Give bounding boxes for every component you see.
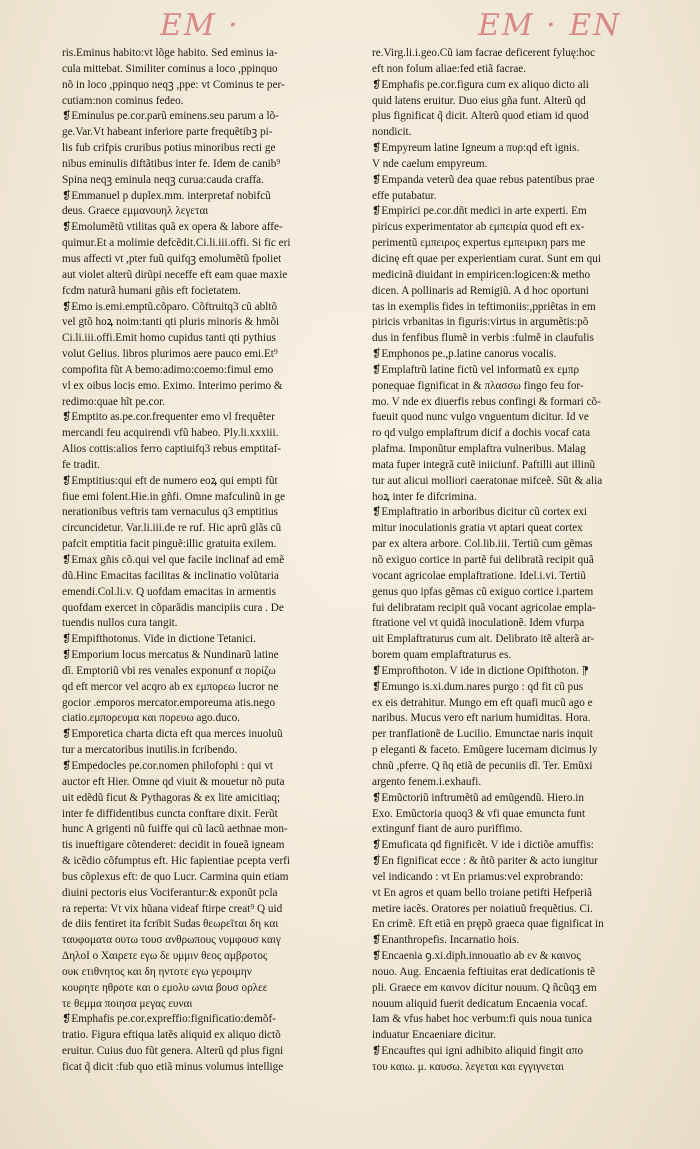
- text-line: ❡Emungo is.xi.dum.nares purgo : qd fit cũ pus: [372, 680, 584, 693]
- text-line: ❡Emo is.emi.emptũ.cõparo. Cõftruitq3 cũ abltõ: [62, 300, 278, 313]
- text-line: Iam & vfus habet hoc verbum:fi quis noua tunica: [372, 1013, 592, 1026]
- text-line: dicen. A pollinaris ad Remigiũ. A d hoc oportuni: [372, 284, 589, 297]
- text-line: ❡Empedocles pe.cor.nomen philofophi : qui vt: [62, 759, 274, 772]
- text-line: deus. Graece εμμανουηλ λεγεται: [62, 205, 209, 218]
- text-line: ❡Emax gñis cõ.qui vel que facile inclinaf ad emẽ: [62, 554, 285, 566]
- text-line: fueuit quod nunc vulgo vnguentum dicitur. Id ve: [372, 411, 589, 424]
- text-line: tas in exemplis fides in teftimoniis:,ppriẽtas in em: [372, 300, 596, 313]
- text-line: ge.Var.Vt habeant inferiore parte frequẽtibꝫ pi-: [62, 126, 273, 139]
- text-line: redimo:quae hĩt pe.cor.: [62, 395, 166, 408]
- text-line: fiue emi folent.Hie.in gñfi. Omne mafculinũ in ge: [62, 490, 286, 503]
- left-column: [62, 46, 362, 1076]
- text-line: ❡Emolumẽtũ vtilitas quã ex opera & labore affe-: [62, 221, 283, 234]
- text-line: metire iacẽs. Oratores per noiatiuũ frequẽtius. Ci.: [372, 902, 593, 915]
- text-line: quofdam exercet in cõparãdis mancipiis cura . De: [62, 601, 284, 614]
- text-line: eft non folum aliae:fed etiã facrae.: [372, 62, 527, 75]
- text-line: ❡Empyreum latine Igneum a πυρ:qd eft ignis.: [372, 142, 580, 155]
- text-line: ❡Emphonos pe.,p.latine canorus vocalis.: [372, 348, 557, 361]
- text-line: effe putabatur.: [372, 189, 437, 202]
- text-line: nõ exiguo cortice in partẽ fui delibratã recipit quã: [372, 554, 594, 566]
- text-line: ftratione vel vt quidã inoculationẽ. Idem vfurpa: [372, 617, 585, 630]
- text-line: & icẽdio cõfumptus eft. Hic fapientiae pcepta verfi: [62, 855, 291, 868]
- text-line: ❡Emptitius:qui eft de numero eoꝝ qui empti fũt: [62, 474, 278, 487]
- text-line: auctor eft Hier. Omne qd viuit & mouetur nõ puta: [62, 775, 285, 788]
- text-line: mata fuper integrã cutẽ iniiciunf. Paftilli aut illinũ: [372, 458, 596, 471]
- text-line: per tranflationẽ de Lucilio. Emunctae naris inquit: [372, 728, 593, 741]
- text-line: ❡Emporetica charta dicta eft qua merces inuoluũ: [62, 728, 283, 741]
- text-line: genus quo ipfas gẽmas cũ exiguo cortice i.partem: [372, 585, 594, 598]
- text-line: piricis vrbanitas in figuris:virtus in argumẽtis:põ: [372, 316, 589, 329]
- text-line: de diis fentiret ita fcribit Sudas θεωρεῖται δη και: [62, 918, 279, 931]
- text-line: medicinã diuidant in empiricen:logicen:& metho: [372, 268, 591, 281]
- text-line: Alios cottis:alios ferro captiuifq3 rebus emptitaf-: [62, 443, 282, 456]
- text-line: nouo. Aug. Encaenia feftiuitas erat dedicationis tẽ: [372, 965, 596, 978]
- text-line: induatur Encaeniare dicitur.: [372, 1029, 496, 1042]
- text-line: του καιω. μ. καυσω. λεγεται και εγγιγνεται: [372, 1061, 564, 1073]
- text-line: ex eis detrahitur. Mungo em eft quafi mucũ ago e: [372, 696, 593, 709]
- text-line: borem quam emplaftraturus es.: [372, 649, 512, 662]
- text-line: mus affecti vt ,pter fuũ quifqꝫ emolumẽtũ fpoliet: [62, 252, 282, 265]
- margin-note-left: EM ·: [160, 8, 240, 43]
- text-line: re.Virg.li.i.geo.Cũ iam facrae deficerent fyluę:hoc: [372, 47, 596, 59]
- text-line: qd eft mercor vel acqro ab ex εμπορεω lucror ne: [62, 680, 279, 693]
- text-line: ❡Empifthotonus. Vide in dictione Tetanici.: [62, 633, 256, 646]
- text-line: extingunf fiant de auro puriffimo.: [372, 823, 523, 836]
- text-line: inter fe diffidentibus cuncta conftare dixit. Ferũt: [62, 807, 278, 820]
- text-line: ponequae fignificat in & πλασσω fingo feu for-: [372, 379, 584, 392]
- text-line: gocior .emporos mercator.emporeuma atis.nego: [62, 696, 276, 709]
- text-line: mo. V nde ex diuerfis rebus confingi & formari cõ-: [372, 395, 601, 408]
- text-line: lis fub crifpis cruribus potius minoribus recti ge: [62, 142, 276, 155]
- text-line: Ci.li.iii.offi.Emit homo cupidus tanti qti pythius: [62, 332, 276, 345]
- text-line: hunc A grigenti nũ fuiffe qui cũ lacũ aethnae mon-: [62, 823, 288, 836]
- margin-note-right: EM · EN: [478, 8, 622, 43]
- text-line: ❡Enanthropefis. Incarnatio hois.: [372, 934, 520, 947]
- text-line: cutiam:non cominus fedeo.: [62, 94, 184, 107]
- text-line: chnũ ,pferre. Q ñq etiã de pecuniis dĩ. Ter. Emũxi: [372, 759, 593, 772]
- text-line: diuini pectoris eius Vociferantur:& exponũt pcla: [62, 886, 278, 899]
- text-line: dĩ. Emptoriũ vbi res venales exponunf α πορίζω: [62, 664, 276, 677]
- text-line: nerationibus veftris tam vernaculus q3 emptitius: [62, 506, 278, 519]
- text-line: volut Gelius. libros plurimos aere pauco emi.Et⁹: [62, 348, 278, 361]
- text-line: uit Emplaftraturus cum ait. Delibrato itẽ alterã ar-: [372, 633, 595, 646]
- text-line: Exo. Emũctoria quoq3 & vfi quae emuncta funt: [372, 807, 586, 820]
- text-line: perimentũ εμπειρος expertus εμπειρικη pars me: [372, 237, 586, 250]
- text-line: tis inueftigare cõtenderet: decidit in foueã igneam: [62, 839, 285, 852]
- text-line: ταυφοματα ουτω τουσ ανθρωπους νυμφουσ καιγ: [62, 934, 281, 947]
- text-line: dũ.Hinc Emacitas facilitas & inclinatio volũtaria: [62, 569, 279, 582]
- text-line: ❡Emphafis pe.cor.expreffio:fignificatio:demõf-: [62, 1013, 276, 1026]
- text-line: nõ in loco ,ppinquo neqꝫ ,ppe: vt Cominus te per-: [62, 78, 285, 91]
- text-line: fui delibratam recipit quã vocant agricolae empla-: [372, 601, 596, 614]
- text-line: ❡Emprofthoton. V ide in dictione Opifthoton. ⁋: [372, 664, 589, 677]
- text-line: vl ex oibus locis emo. Eximo. Interimo perimo &: [62, 379, 283, 392]
- right-column: [372, 46, 672, 1076]
- text-line: mitur inoculationis gratia vt aptari queat cortex: [372, 522, 583, 535]
- text-line: ❡Emphafis pe.cor.figura cum ex aliquo dicto ali: [372, 78, 589, 91]
- text-line: aut violet alterũ dirũpi neceffe eft eam quae maxie: [62, 268, 288, 281]
- text-line: par ex altera arbore. Col.lib.iii. Tertiũ cum gẽmas: [372, 538, 593, 551]
- text-line: mercandi feu acquirendi vfũ habeo. Ply.li.xxxiii.: [62, 427, 279, 440]
- text-line: ❡Emplaftratio in arboribus dicitur cũ cortex exi: [372, 506, 588, 519]
- text-line: piricus experimentator ab εμπειρία quod eft ex-: [372, 221, 585, 234]
- text-line: argento fenem.i.exhaufi.: [372, 775, 482, 788]
- text-line: nibus eminulis diftãtibus inter fe. Idem de canib⁹: [62, 157, 281, 170]
- text-line: ❡Encauftes qui igni adhibito aliquid fingit απο: [372, 1045, 584, 1058]
- text-line: τε θεμμα ποιησα μεγας ευναι: [62, 997, 193, 1010]
- text-line: ❡Empanda veterũ dea quae rebus patentibus prae: [372, 173, 595, 186]
- text-line: dus in fenfibus flumẽ in verbis :fulmẽ in claufulis: [372, 332, 594, 345]
- text-line: ❡Emũctoriũ inftrumẽtũ ad emũgendũ. Hiero.in: [372, 791, 584, 804]
- text-line: ❡Eminulus pe.cor.parũ eminens.seu parum a lõ-: [62, 110, 279, 123]
- text-line: dicinę eft quae per experientiam curat. Sunt em qui: [372, 252, 601, 265]
- text-line: ro qd vulgo emplaftrum dicif a dochis vocaf cata: [372, 427, 591, 440]
- text-line: cula mittebat. Similiter cominus a loco ,ppinquo: [62, 62, 278, 75]
- text-line: circuncidetur. Var.li.iii.de re ruf. Hic aprũ glãs cũ: [62, 522, 282, 535]
- text-line: nouum aliquid fuerit dedicatum Encaenia vocaf.: [372, 997, 588, 1010]
- text-line: ficat q̃ dicit :fub quo etiã minus volumus intellige: [62, 1061, 284, 1073]
- text-line: κουρητε ηθροτε και ο εμολυ ωνια βουσ ορλεε: [62, 981, 268, 994]
- text-line: ris.Eminus habito:vt lõge habito. Sed eminus ia-: [62, 47, 278, 59]
- text-line: pafcit emptitia facit pinguẽ:illic gratuita exilem.: [62, 538, 277, 551]
- text-line: ❡Emmanuel p duplex.mm. interpretaf nobifcũ: [62, 189, 271, 202]
- text-line: tratio. Figura eftiqua latẽs aliquid ex aliquo dictõ: [62, 1029, 281, 1042]
- text-line: ΔηλοΙ ο Χαιρετε εγω δε υμμιν θεος αμβροτος: [62, 950, 268, 963]
- text-line: tur aut alicui molliori caeratonae mifceẽ. Sũt & alia: [372, 474, 603, 487]
- text-line: ❡Emplaftrũ latine fictũ vel informatũ ex εμπρ: [372, 363, 580, 376]
- text-line: Spina neqꝫ eminula neqꝫ curua:cauda craffa.: [62, 173, 264, 186]
- text-line: ❡Emuficata qd fignificẽt. V ide i dictiõe amuffis:: [372, 839, 594, 852]
- text-line: pli. Graece em καινον dicitur nouum. Q ñcũqꝫ em: [372, 981, 597, 994]
- text-line: naribus. Mucus vero eft narium humiditas. Hora.: [372, 712, 591, 725]
- text-line: En crimẽ. Eft etiã en prępõ graeca quae fignificat in: [372, 918, 604, 931]
- text-line: ra reperta: Vt vix hũana videaf ftirpe creat⁹ Q uid: [62, 902, 283, 915]
- text-line: vel indicando : vt En priamus:vel exprobrando:: [372, 870, 584, 883]
- text-line: ❡Empirici pe.cor.dñt medici in arte experti. Em: [372, 205, 587, 218]
- text-line: V nde caelum empyreum.: [372, 157, 488, 170]
- text-line: hoꝝ inter fe difcrimina.: [372, 490, 477, 503]
- text-line: bus cõplexus eft: de quo Lucr. Carmina quin etiam: [62, 870, 289, 883]
- text-line: ciatio.εμπορευμα και πορευω ago.duco.: [62, 712, 240, 725]
- text-line: tuendis nullos cura tangit.: [62, 617, 178, 630]
- text-line: vel gtõ hoꝝ noim:tanti qti pluris minoris & hmõi: [62, 316, 280, 329]
- text-line: nondicit.: [372, 126, 412, 139]
- text-line: eruitur. Cuius duo fũt genera. Alterũ qd plus figni: [62, 1045, 284, 1058]
- text-line: compofita fũt A bemo:adimo:coemo:fimul emo: [62, 363, 274, 376]
- text-line: ❡Emporium locus mercatus & Nundinarũ latine: [62, 649, 279, 662]
- text-line: quimur.Et a molimie defcẽdit.Ci.li.iii.offi. Si fic eri: [62, 237, 291, 250]
- text-line: plafma. Imponũtur emplaftra vulneribus. Malag: [372, 443, 586, 456]
- text-line: plus fignificat q̃ dicit. Alterũ quod etiam id quod: [372, 110, 589, 123]
- text-line: tur a mercatoribus inutilis.in fcribendo.: [62, 744, 238, 757]
- text-line: ❡Encaenia ꝯ.xi.diph.innouatio ab εν & καινος: [372, 950, 581, 963]
- text-line: fe tradit.: [62, 458, 100, 471]
- text-line: vt En agros et quam bello troiane petifti Hefperiã: [372, 886, 592, 899]
- text-line: ουκ ετιθνητος και δη ηντοτε εγω γεροιμην: [62, 965, 252, 978]
- text-line: fcdm naturã humani gñis eft focietatem.: [62, 284, 241, 297]
- text-line: emendi.Col.li.v. Q uofdam emacitas in armentis: [62, 585, 276, 598]
- text-line: uit edẽdũ ficut & Pythagoras & ex lite amicitiaq;: [62, 791, 281, 804]
- text-line: ❡En fignificat ecce : & ñtõ pariter & acto iungitur: [372, 855, 598, 868]
- text-line: p eleganti & faceto. Emũgere lucernam dicimus ly: [372, 744, 598, 757]
- text-line: quid latens eruitur. Duo eius gña funt. Alterũ qd: [372, 94, 586, 107]
- text-line: ❡Emptito as.pe.cor.frequenter emo vl frequẽter: [62, 411, 275, 424]
- text-line: vocant agricolae emplaftratione. Idel.i.vi. Tertiũ: [372, 569, 586, 582]
